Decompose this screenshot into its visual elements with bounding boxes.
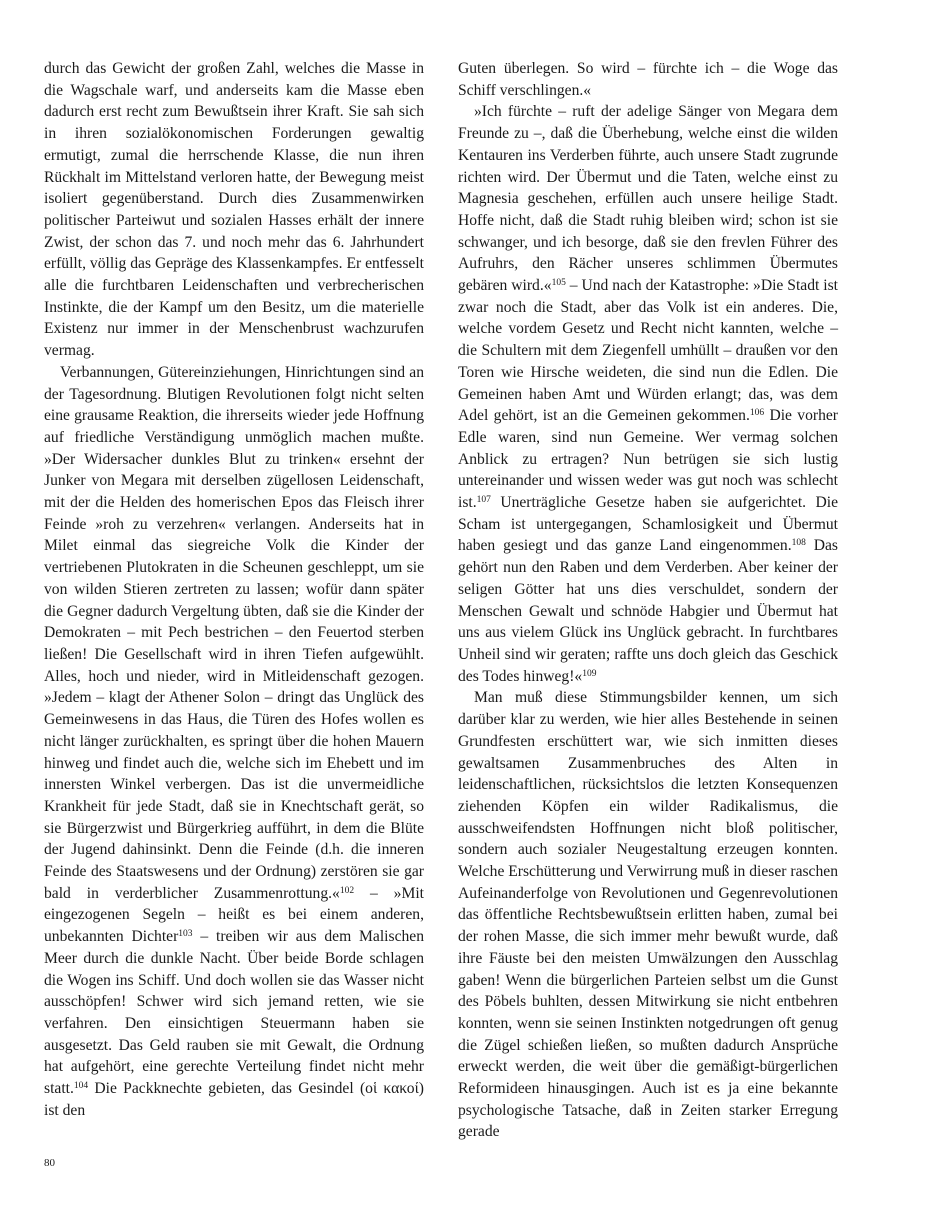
text-run: Guten überlegen. So wird – fürchte ich – die Woge das Schiff verschlingen.« [458,60,838,99]
text-run: »Ich fürchte – ruft der adelige Sänger von Megara dem Freunde zu –, daß die Überhebung, welche einst die wilden Kentauren ins Verderben führte, auch unsere Stadt zugrunde richten wird. Der Übermut und die Taten, welche einst zu Magnesia geschehen, erfüllen auch unsere heilige Stadt. Hoffe nicht, daß die Stadt ruhig bleiben wird; schon ist sie schwanger, und ich besorge, daß sie den frevlen Führer des Aufruhrs, den Rächer unseres schlimmen Übermutes gebären wird.« [458,103,838,295]
footnote-ref-106[interactable]: 106 [749,408,765,419]
footnote-ref-105[interactable]: 105 [551,278,566,289]
text-run: – »Mit eingezogenen Segeln – heißt es bei einem anderen, unbekannten Dichter [44,884,424,946]
footnote-ref-107[interactable]: 107 [476,495,491,506]
paragraph-class-struggle [44,58,424,362]
text-run: Das gehört nun den Raben und dem Verderben. Aber keiner der seligen Götter hat uns dies verschuldet, sondern der Menschen Gewalt und schnöde Habgier und Übermut hat uns aus vielem Glück ins Unglück gebracht. In furchtbares Unheil sind wir geraten; raffte uns doch gleich das Geschick des Todes hinweg!« [458,537,838,685]
text-run: Man muß diese Stimmungsbilder kennen, um sich darüber klar zu werden, wie hier alles Bestehende in seinen Grundfesten erschüttert war, wie sich inmitten dieses gewaltsamen Zusammenbruches des Alten in leidenschaftlichen, rücksichtslos die letzten Konsequenzen ziehenden Köpfen ein wilder Radikalismus, die ausschweifendsten Hoffnungen nicht bloß politischer, sondern auch sozialer Neugestaltung erzeugen konnten. Welche Erschütterung und Verwirrung muß in dieser raschen Aufeinanderfolge von Revolutionen und Gegenrevolutionen das öffentliche Rechtsbewußtsein erlitten haben, zumal bei der rohen Masse, die sich immer mehr bewußt wurde, daß ihre Fäuste bei den meisten Umwälzungen den Ausschlag gaben! Wenn die bürgerlichen Parteien selbst um die Gunst des Pöbels buhlten, dessen Mitwirkung sie nicht entbehren konnten, wenn sie seinen Instinkten notgedrungen oft genug die Zügel schießen ließen, so mußten dadurch Ansprüche erweckt werden, die weit über die gemäßigt-bürgerlichen Reformideen hinausgingen. Auch ist es ja eine bekannte psychologische Tatsache, daß in Zeiten starker Erregung gerade [458,689,838,1141]
footnote-ref-108[interactable]: 108 [791,538,806,549]
left-column [44,58,424,1121]
page-number: 80 [44,1157,55,1169]
text-run: – Und nach der Katastrophe: »Die Stadt ist zwar noch die Stadt, aber das Volk ist ein anderes. Die, welche vordem Gesetz und Recht nicht kannten, welche – die Schultern mit dem Ziegenfell umhüllt – draußen vor den Toren wie Hirsche weideten, die sind nun die Edlen. Die Gemeinen haben Amt und Würden erlangt; das, was dem Adel gehört, ist an die Gemeinen gekommen. [458,277,838,425]
text-run: durch das Gewicht der großen Zahl, welches die Masse in die Wagschale warf, und anderseits kam die Masse eben dadurch erst recht zum Bewußtsein ihrer Kraft. Sie sah sich in ihren sozialökonomischen Forderungen gewaltig ermutigt, zumal die herrschende Klasse, die nun ihren Rückhalt im Mittelstand verloren hatte, der Bewegung meist isoliert gegenüberstand. Durch dies Zusammenwirken politischer Parteiwut und sozialen Hasses erhält der innere Zwist, der schon das 7. und noch mehr das 6. Jahrhundert erfüllt, völlig das Gepräge des Klassenkampfes. Er entfesselt alle die furchtbaren Leidenschaften und verbrecherischen Instinkte, die der Kampf um den Besitz, um die materielle Existenz nur immer in der Menschenbrust wachzurufen vermag. [44,60,424,360]
footnote-ref-104[interactable]: 104 [73,1081,89,1092]
paragraph-continuation [458,58,838,101]
text-run: – treiben wir aus dem Malischen Meer durch die dunkle Nacht. Über beide Borde schlagen die Wogen ins Schiff. Und doch wollen sie das Wasser nicht ausschöpfen! Schwer wird sich jemand retten, wie sie verfahren. Den einsichtigen Steuermann haben sie ausgesetzt. Das Geld rauben sie mit Gewalt, die Ordnung hat aufgehört, eine gerechte Verteilung findet nicht mehr statt. [44,928,425,1098]
paragraph-revolutions [44,362,424,1122]
text-run: Verbannungen, Gütereinziehungen, Hinrichtungen sind an der Tagesordnung. Blutigen Revolutionen folgt nicht selten eine grausame Reaktion, die ihrerseits wieder jede Hoffnung auf friedliche Verständigung unmöglich machen mußte. »Der Widersacher dunkles Blut zu trinken« ersehnt der Junker von Megara mit derselben zügellosen Leidenschaft, mit der die Helden des homerischen Epos das Fleisch ihrer Feinde »roh zu verzehren« verlangen. Anderseits hat in Milet einmal das siegreiche Volk die Kinder der vertriebenen Plutokraten in die Scheunen geschleppt, um sie von wilden Stieren zertreten zu lassen; wofür dann später die Gegner dadurch Vergeltung übten, daß sie die Kinder der Demokraten – mit Pech bestrichen – den Feuertod sterben ließen! Die Gesellschaft wird in ihren Tiefen aufgewühlt. Alles, hoch und nieder, wird in Mitleidenschaft gezogen. »Jedem – klagt der Athener Solon – dringt das Unglück des Gemeinwesens in das Haus, die Türen des Hofes wollen es nicht länger zurückhalten, es springt über die hohen Mauern hinweg und findet auch die, welche sich im Ehebett und im innersten Winkel verbergen. Das ist die unvermeidliche Krankheit für jede Stadt, daß sie in Knechtschaft gerät, so sie Bürgerzwist und Bürgerkrieg aufführt, in dem die Blüte der Jugend dahinsinkt. Denn die Feinde (d.h. die inneren Feinde des Staatswesens und der Ordnung) zerstören sie gar bald in verderblicher Zusammenrottung.« [44,363,424,902]
text-run: Die Packknechte gebieten, das Gesindel (οἱ κακοί) ist den [44,1080,424,1119]
footnote-ref-103[interactable]: 103 [178,929,193,940]
right-column [458,58,838,1143]
text-run: Unerträgliche Gesetze haben sie aufgerichtet. Die Scham ist untergegangen, Schamlosigkeit und Übermut haben gesiegt und das ganze Land eingenommen. [458,494,838,555]
paragraph-mood-pictures [458,687,838,1143]
footnote-ref-102[interactable]: 102 [339,885,355,896]
paragraph-megara-singer [458,101,838,687]
footnote-ref-109[interactable]: 109 [582,668,597,679]
text-run: Die vorher Edle waren, sind nun Gemeine. Wer vermag solchen Anblick zu ertragen? Nun betrügen sie sich lustig untereinander und wissen weder was gut noch was schlecht ist. [458,407,838,512]
